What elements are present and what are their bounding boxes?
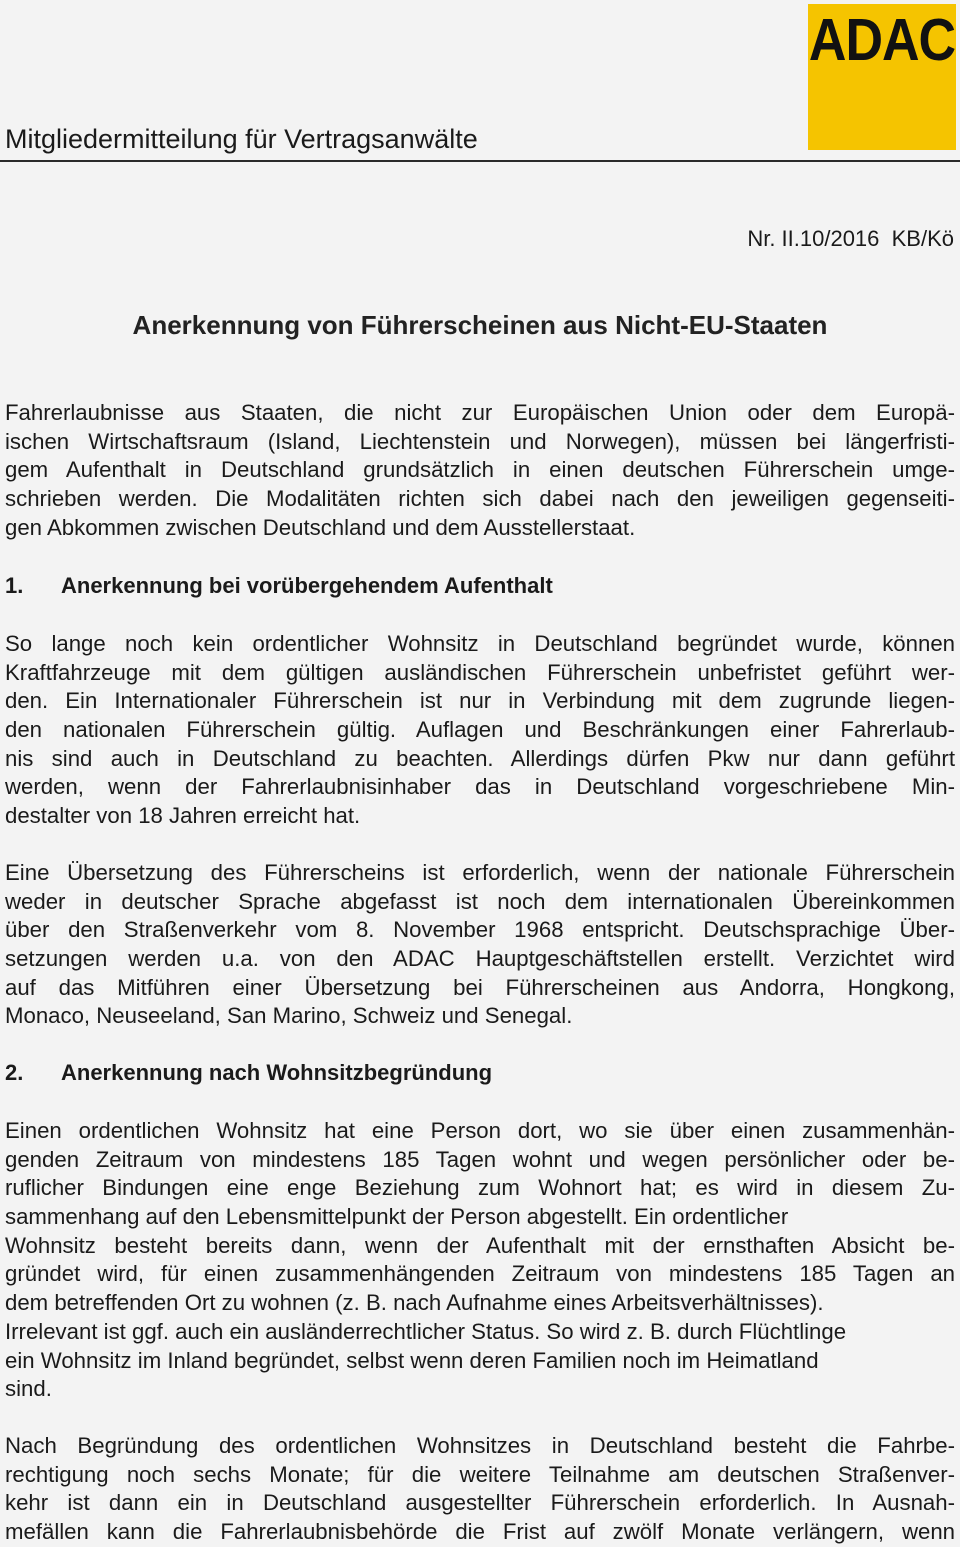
document-title: Anerkennung von Führerscheinen aus Nicht-EU-Staaten: [132, 310, 828, 340]
paragraph-line: genden Zeitraum von mindestens 185 Tagen wohnt und wegen persönlicher oder be-: [5, 1146, 955, 1172]
paragraph-line: rechtigung noch sechs Monate; für die weitere Teilnahme am deutschen Straßenver-: [5, 1461, 955, 1487]
paragraph-line: nis sind auch in Deutschland zu beachten. Allerdings dürfen Pkw nur dann geführt: [5, 745, 955, 771]
paragraph-line: gen Abkommen zwischen Deutschland und dem Ausstellerstaat.: [5, 514, 636, 540]
section-number: 1.: [5, 573, 24, 598]
paragraph-line: ein Wohnsitz im Inland begründet, selbst wenn deren Familien noch im Heimatland: [5, 1347, 819, 1373]
section1-paragraph-2: [5, 859, 955, 1031]
paragraph-line: gründet wird, für einen zusammenhängenden Zeitraum von mindestens 185 Tagen an: [5, 1261, 955, 1287]
section-number: 2.: [5, 1060, 24, 1085]
paragraph-line: Eine Übersetzung des Führerscheins ist erforderlich, wenn der nationale Führerschein: [5, 860, 955, 885]
paragraph-line: ruflicher Bindungen eine enge Beziehung zum Wohnort hat; es wird in diesem Zu-: [5, 1175, 955, 1201]
paragraph-line: destalter von 18 Jahren erreicht hat.: [5, 803, 361, 829]
paragraph-line: gem Aufenthalt in Deutschland grundsätzlich in einen deutschen Führerschein umge-: [5, 457, 955, 483]
paragraph-line: den. Ein Internationaler Führerschein ist nur in Verbindung mit dem zugrunde liegen-: [5, 688, 955, 714]
reference-number: Nr. II.10/2016 KB/Kö: [747, 226, 954, 251]
paragraph-line: auf das Mitführen einer Übersetzung bei Führerscheinen aus Andorra, Hongkong,: [5, 974, 955, 1000]
section-title: Anerkennung nach Wohnsitzbegründung: [61, 1060, 493, 1085]
paragraph-line: Monaco, Neuseeland, San Marino, Schweiz und Senegal.: [5, 1003, 573, 1029]
paragraph-line: weder in deutscher Sprache abgefasst ist noch dem internationalen Übereinkommen: [5, 888, 955, 914]
paragraph-line: werden, wenn der Fahrerlaubnisinhaber das in Deutschland vorgeschriebene Min-: [5, 774, 955, 800]
paragraph-line: dem betreffenden Ort zu wohnen (z. B. nach Aufnahme eines Arbeitsverhältnisses).: [5, 1290, 824, 1316]
paragraph-line: mefällen kann die Fahrerlaubnisbehörde die Frist auf zwölf Monate verlängern, wenn: [5, 1519, 955, 1545]
section-heading-2: [5, 1060, 492, 1086]
section2-paragraph-1: [5, 1117, 955, 1404]
paragraph-line: den nationalen Führerschein gültig. Auflagen und Beschränkungen einer Fahrerlaub-: [5, 717, 955, 743]
paragraph-line: Kraftfahrzeuge mit dem gültigen ausländischen Führerschein unbefristet geführt wer-: [5, 659, 955, 685]
paragraph-line: sammenhang auf den Lebensmittelpunkt der Person abgestellt. Ein ordentlicher: [5, 1204, 789, 1230]
paragraph-line: So lange noch kein ordentlicher Wohnsitz in Deutschland begründet wurde, können: [5, 631, 955, 656]
adac-logo: [808, 4, 956, 150]
intro-paragraph: [5, 399, 955, 542]
section-title: Anerkennung bei vorübergehendem Aufenthalt: [61, 573, 553, 598]
section-heading-1: [5, 573, 553, 599]
section2-paragraph-2: [5, 1432, 955, 1547]
section1-paragraph-1: [5, 630, 955, 831]
adac-logo-text: ADAC: [808, 7, 956, 74]
paragraph-line: schrieben werden. Die Modalitäten richten sich dabei nach den jeweiligen gegenseiti-: [5, 486, 955, 512]
paragraph-line: Fahrerlaubnisse aus Staaten, die nicht zur Europäischen Union oder dem Europä-: [5, 400, 955, 425]
header-title: Mitgliedermitteilung für Vertragsanwälte: [5, 124, 478, 154]
paragraph-line: über den Straßenverkehr vom 8. November 1968 entspricht. Deutschsprachige Über-: [5, 917, 955, 943]
paragraph-line: kehr ist dann ein in Deutschland ausgestellter Führerschein erforderlich. In Ausnah-: [5, 1490, 955, 1516]
paragraph-line: Nach Begründung des ordentlichen Wohnsitzes in Deutschland besteht die Fahrbe-: [5, 1433, 955, 1458]
paragraph-line: Irrelevant ist ggf. auch ein ausländerrechtlicher Status. So wird z. B. durch Flüchtlinge: [5, 1318, 847, 1344]
paragraph-line: sind.: [5, 1376, 52, 1402]
paragraph-line: setzungen werden u.a. von den ADAC Hauptgeschäftstellen erstellt. Verzichtet wird: [5, 946, 955, 972]
paragraph-line: ischen Wirtschaftsraum (Island, Liechtenstein und Norwegen), müssen bei längerfristi-: [5, 428, 955, 454]
paragraph-line: Einen ordentlichen Wohnsitz hat eine Person dort, wo sie über einen zusammenhän-: [5, 1118, 955, 1143]
paragraph-line: Wohnsitz besteht bereits dann, wenn der Aufenthalt mit der ernsthaften Absicht be-: [5, 1232, 955, 1258]
header-divider: [0, 160, 960, 162]
